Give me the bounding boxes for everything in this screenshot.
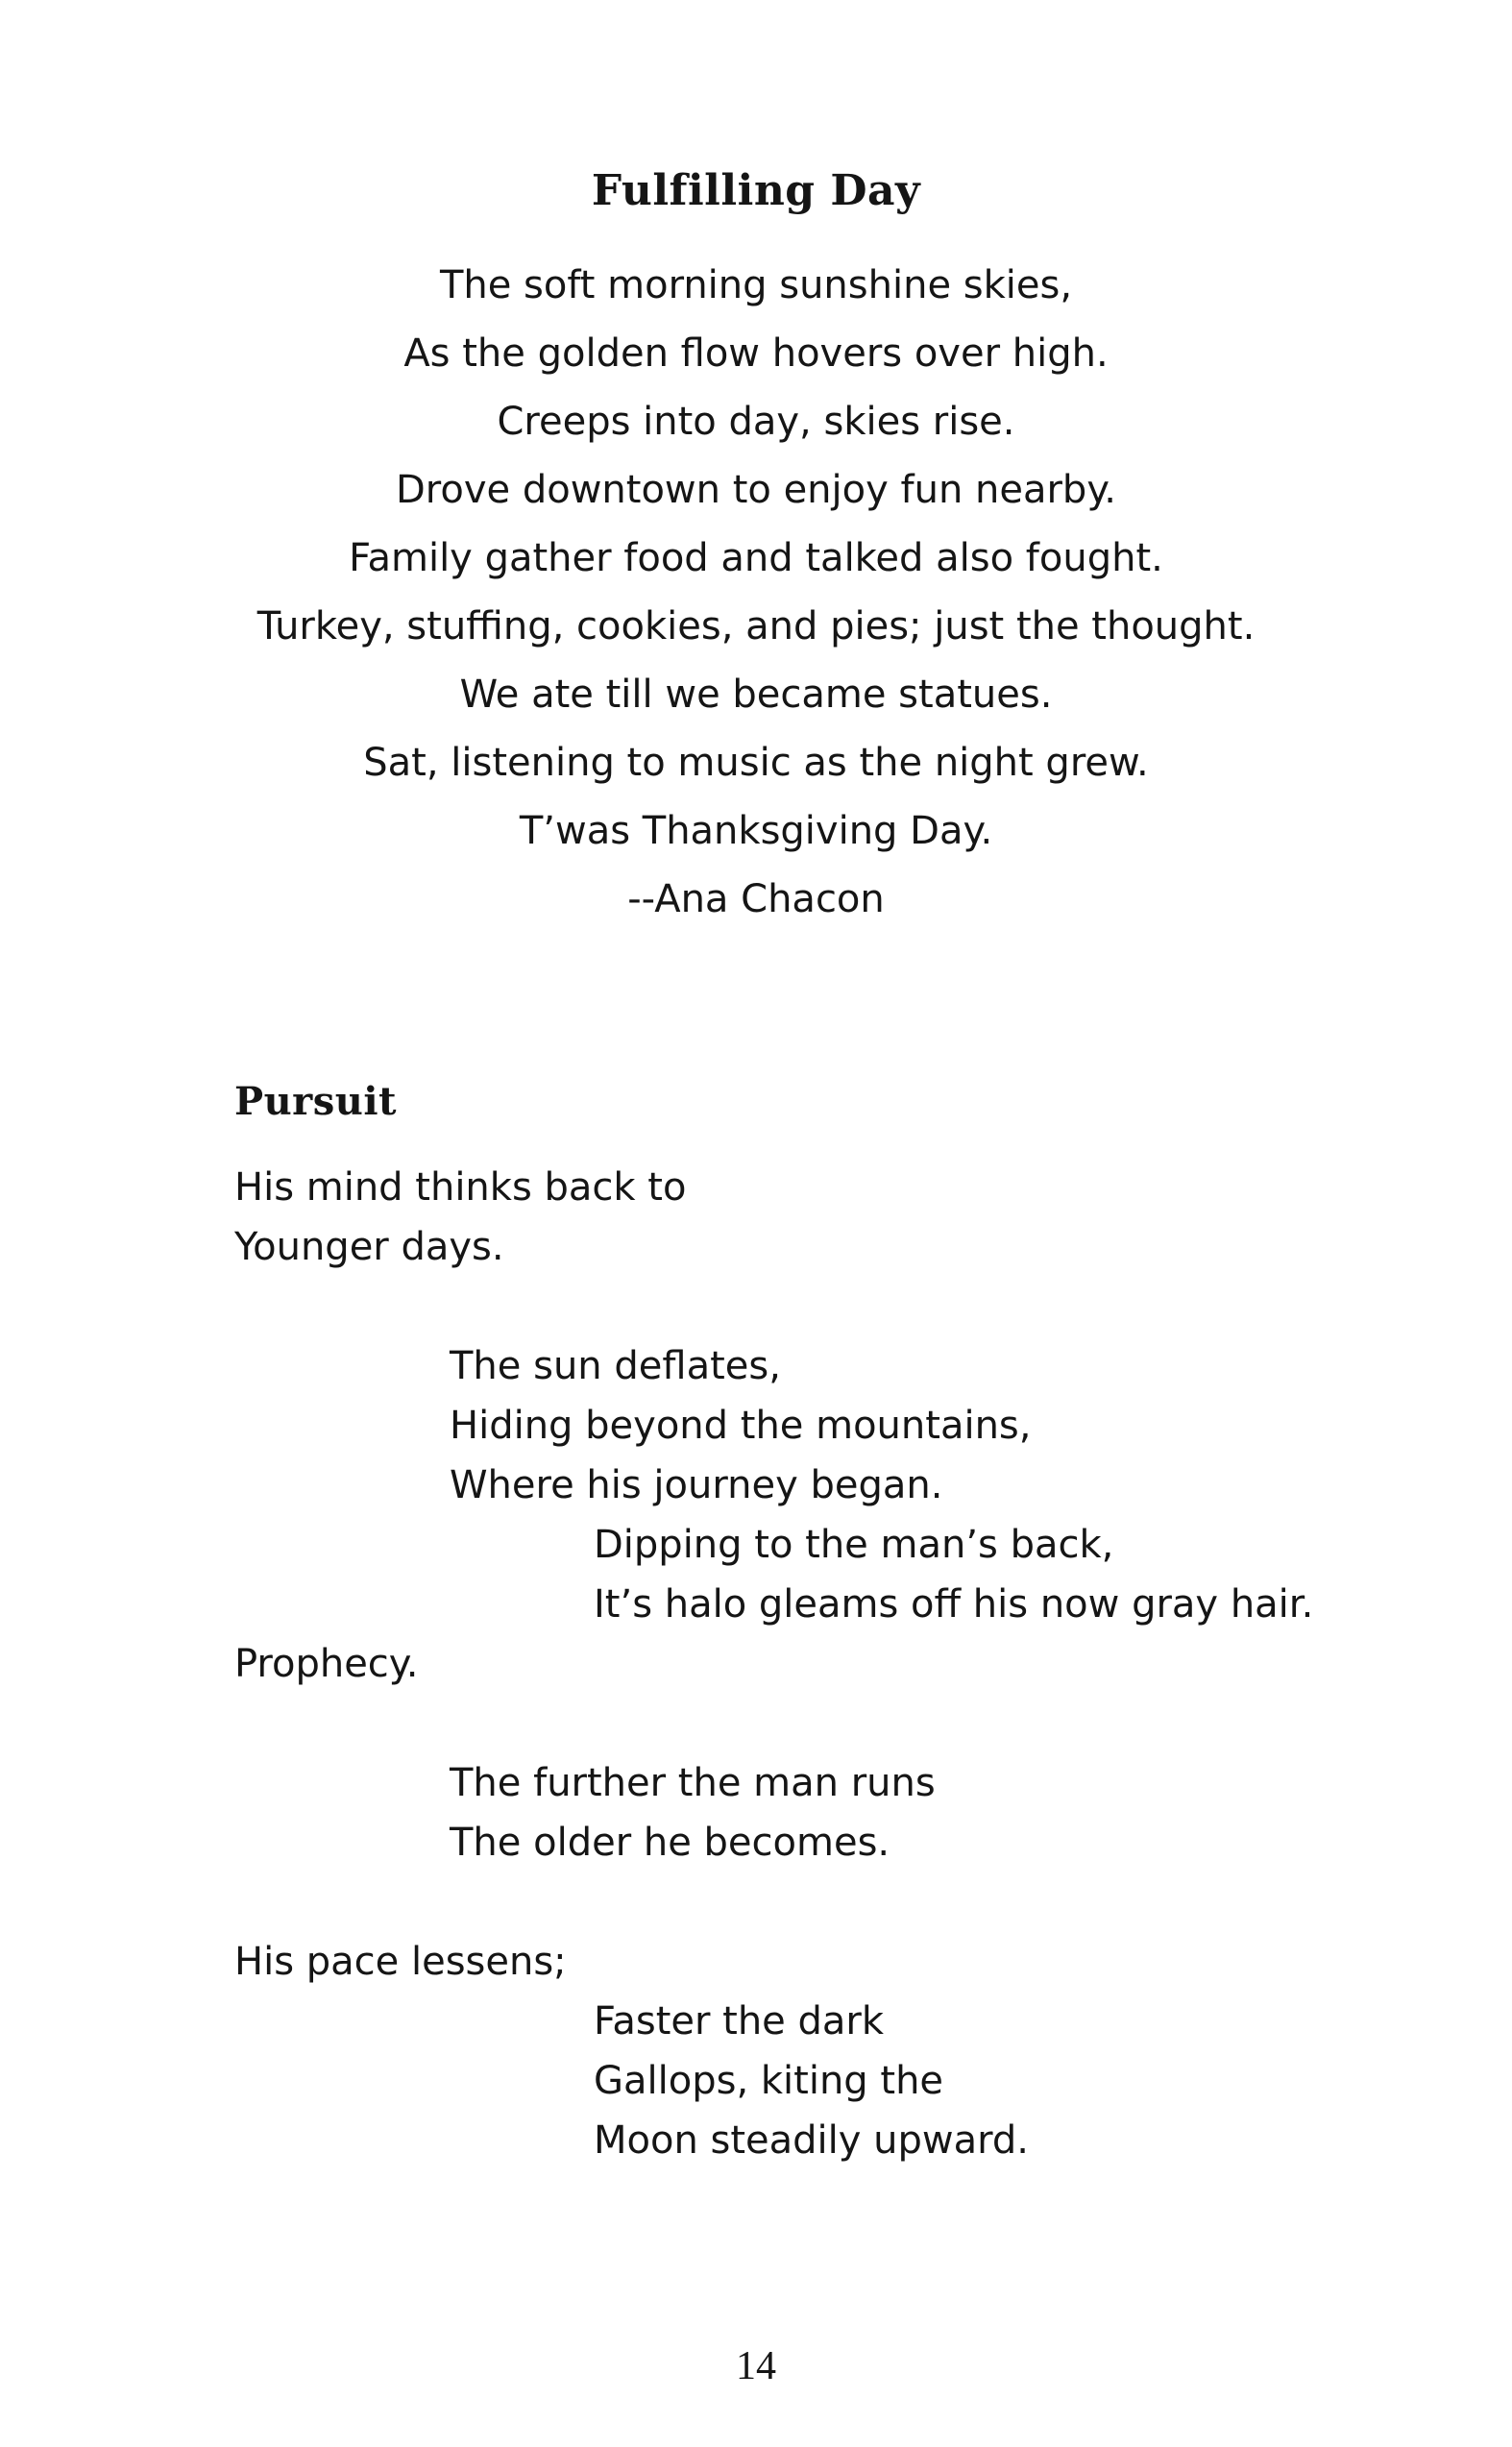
poem-line: His pace lessens;: [234, 1940, 567, 1984]
poem-line: Moon steadily upward.: [594, 2118, 1029, 2163]
poem-line: Sat, listening to music as the night grew.: [363, 741, 1149, 785]
poem-line: The older he becomes.: [450, 1821, 890, 1865]
poem-title-fulfilling-day: Fulfilling Day: [591, 166, 921, 216]
poem-line: Faster the dark: [594, 1999, 885, 2043]
poem-line: The soft morning sunshine skies,: [439, 263, 1073, 307]
poem-title-pursuit: Pursuit: [234, 1079, 398, 1125]
poem-line: Prophecy.: [234, 1642, 419, 1686]
poem-line: Gallops, kiting the: [594, 2059, 944, 2103]
page-number: 14: [736, 2344, 776, 2388]
poem-line: As the golden flow hovers over high.: [403, 331, 1109, 376]
poem-line: The sun deflates,: [450, 1344, 781, 1388]
poem-line: The further the man runs: [450, 1761, 936, 1805]
poem-fulfilling-day: [0, 252, 1512, 934]
poem-line: Dipping to the man’s back,: [594, 1523, 1114, 1567]
poem-line: It’s halo gleams off his now gray hair.: [594, 1582, 1314, 1627]
poem-line: His mind thinks back to: [234, 1165, 687, 1210]
poem-line: Younger days.: [234, 1225, 504, 1269]
poem-line: Family gather food and talked also fought.: [349, 536, 1163, 580]
poem-line: Creeps into day, skies rise.: [497, 400, 1015, 444]
poem-line: Turkey, stuffing, cookies, and pies; just the thought.: [256, 604, 1256, 648]
poem-line: Drove downtown to enjoy fun nearby.: [396, 468, 1116, 512]
poem-line: Hiding beyond the mountains,: [450, 1404, 1032, 1448]
poem-line: We ate till we became statues.: [459, 673, 1053, 717]
poem-author: --Ana Chacon: [627, 877, 885, 921]
poem-line: T’was Thanksgiving Day.: [519, 809, 993, 853]
poem-line: Where his journey began.: [450, 1463, 943, 1507]
